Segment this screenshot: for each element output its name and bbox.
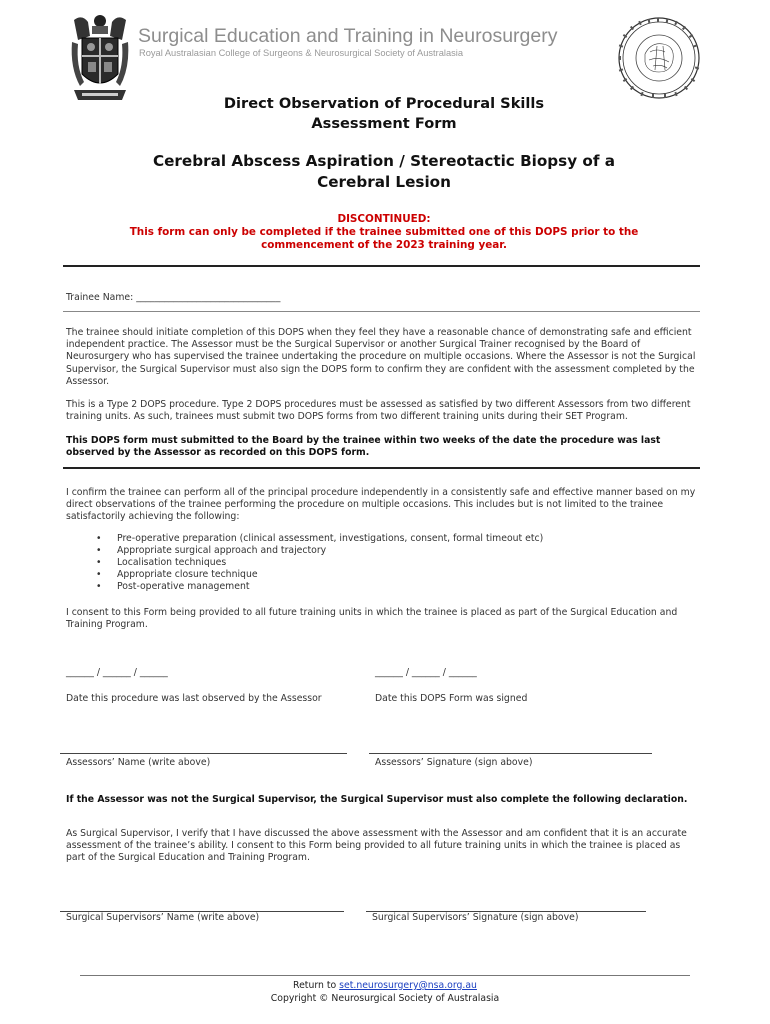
instructions-para-1: The trainee should initiate completion of this DOPS when they feel they have a reasonable chance of demonstrating safe and efficient independent practice. The Assessor must be the Surgical Supervisor or another Surgical Trainer recognised by the Board of Neurosurgery who has supervised the trainee undertaking the procedure on multiple occasions. Where the Assessor is not the Surgical Supervisor, the Surgical Supervisor must also sign the DOPS form to confirm they are confident with the assessment completed by the Assessor. — [66, 327, 696, 387]
date-signed-field[interactable]: ______ / ______ / ______ — [375, 667, 477, 678]
header-subtitle: Royal Australasian College of Surgeons & Neurosurgical Society of Australasia — [139, 48, 464, 58]
list-item: • Appropriate surgical approach and trajectory — [96, 545, 543, 557]
footer-divider — [80, 975, 690, 976]
assessor-signature-line[interactable] — [369, 753, 652, 754]
assessor-name-line[interactable] — [60, 753, 347, 754]
supervisor-declaration-heading: If the Assessor was not the Surgical Supervisor, the Surgical Supervisor must also complete the following declaration. — [66, 794, 688, 805]
return-email-link[interactable]: set.neurosurgery@nsa.org.au — [339, 980, 477, 991]
racs-crest-logo — [68, 12, 132, 106]
consent-statement: I consent to this Form being provided to all future training units in which the trainee is placed as part of the Surgical Education and Training Program. — [66, 607, 678, 631]
supervisor-name-label: Surgical Supervisors’ Name (write above) — [66, 912, 260, 923]
assessor-name-label: Assessors’ Name (write above) — [66, 757, 211, 768]
supervisor-statement: As Surgical Supervisor, I verify that I have discussed the above assessment with the Assessor and am confident that it is an accurate assessment of the trainee’s ability. I consent to this Form being provided to all future training units in which the trainee is placed as part of the Surgical Education and Training Program. — [66, 828, 687, 864]
list-item: • Localisation techniques — [96, 557, 543, 569]
procedure-title: Cerebral Abscess Aspiration / Stereotactic Biopsy of a Cerebral Lesion — [152, 152, 615, 191]
section-divider — [63, 265, 700, 267]
assessor-signature-label: Assessors’ Signature (sign above) — [375, 757, 533, 768]
neurosurgical-society-seal — [617, 16, 701, 100]
form-title: Direct Observation of Procedural Skills Assessment Form — [223, 95, 545, 132]
footer-copyright: Copyright © Neurosurgical Society of Australasia — [270, 993, 500, 1004]
trainee-name-field[interactable] — [66, 292, 702, 304]
competency-list — [96, 533, 543, 593]
date-signed-label: Date this DOPS Form was signed — [375, 693, 528, 704]
trainee-name-blank[interactable]: _______________________________ — [136, 292, 281, 303]
section-divider — [63, 311, 700, 312]
date-observed-label: Date this procedure was last observed by the Assessor — [66, 693, 322, 704]
date-observed-field[interactable]: ______ / ______ / ______ — [66, 667, 168, 678]
header-title: Surgical Education and Training in Neurosurgery — [138, 25, 558, 47]
list-item: • Post-operative management — [96, 581, 543, 593]
confirmation-intro: I confirm the trainee can perform all of the principal procedure independently in a consistently safe and effective manner based on my direct observations of the trainee performing the procedure on multiple occasions. This includes but is not limited to the trainee satisfactorily achieving the following: — [66, 487, 696, 523]
list-item: • Pre-operative preparation (clinical assessment, investigations, consent, formal timeout etc) — [96, 533, 543, 545]
section-divider — [63, 467, 700, 469]
footer-return-label: Return to — [293, 980, 340, 991]
footer-return — [80, 980, 690, 991]
supervisor-signature-label: Surgical Supervisors’ Signature (sign above) — [372, 912, 579, 923]
list-item: • Appropriate closure technique — [96, 569, 543, 581]
trainee-name-label: Trainee Name: — [66, 292, 134, 303]
instructions-para-2: This is a Type 2 DOPS procedure. Type 2 DOPS procedures must be assessed as satisfied by two different Assessors from two different training units. As such, trainees must submit two DOPS forms from two different training units during their SET Program. — [66, 399, 691, 423]
submission-deadline-note: This DOPS form must submitted to the Board by the trainee within two weeks of the date the procedure was last observed by the Assessor as recorded on this DOPS form. — [66, 435, 661, 459]
discontinued-notice: DISCONTINUED: This form can only be completed if the trainee submitted one of this DOPS prior to the commencement of the 2023 training year. — [129, 213, 639, 251]
